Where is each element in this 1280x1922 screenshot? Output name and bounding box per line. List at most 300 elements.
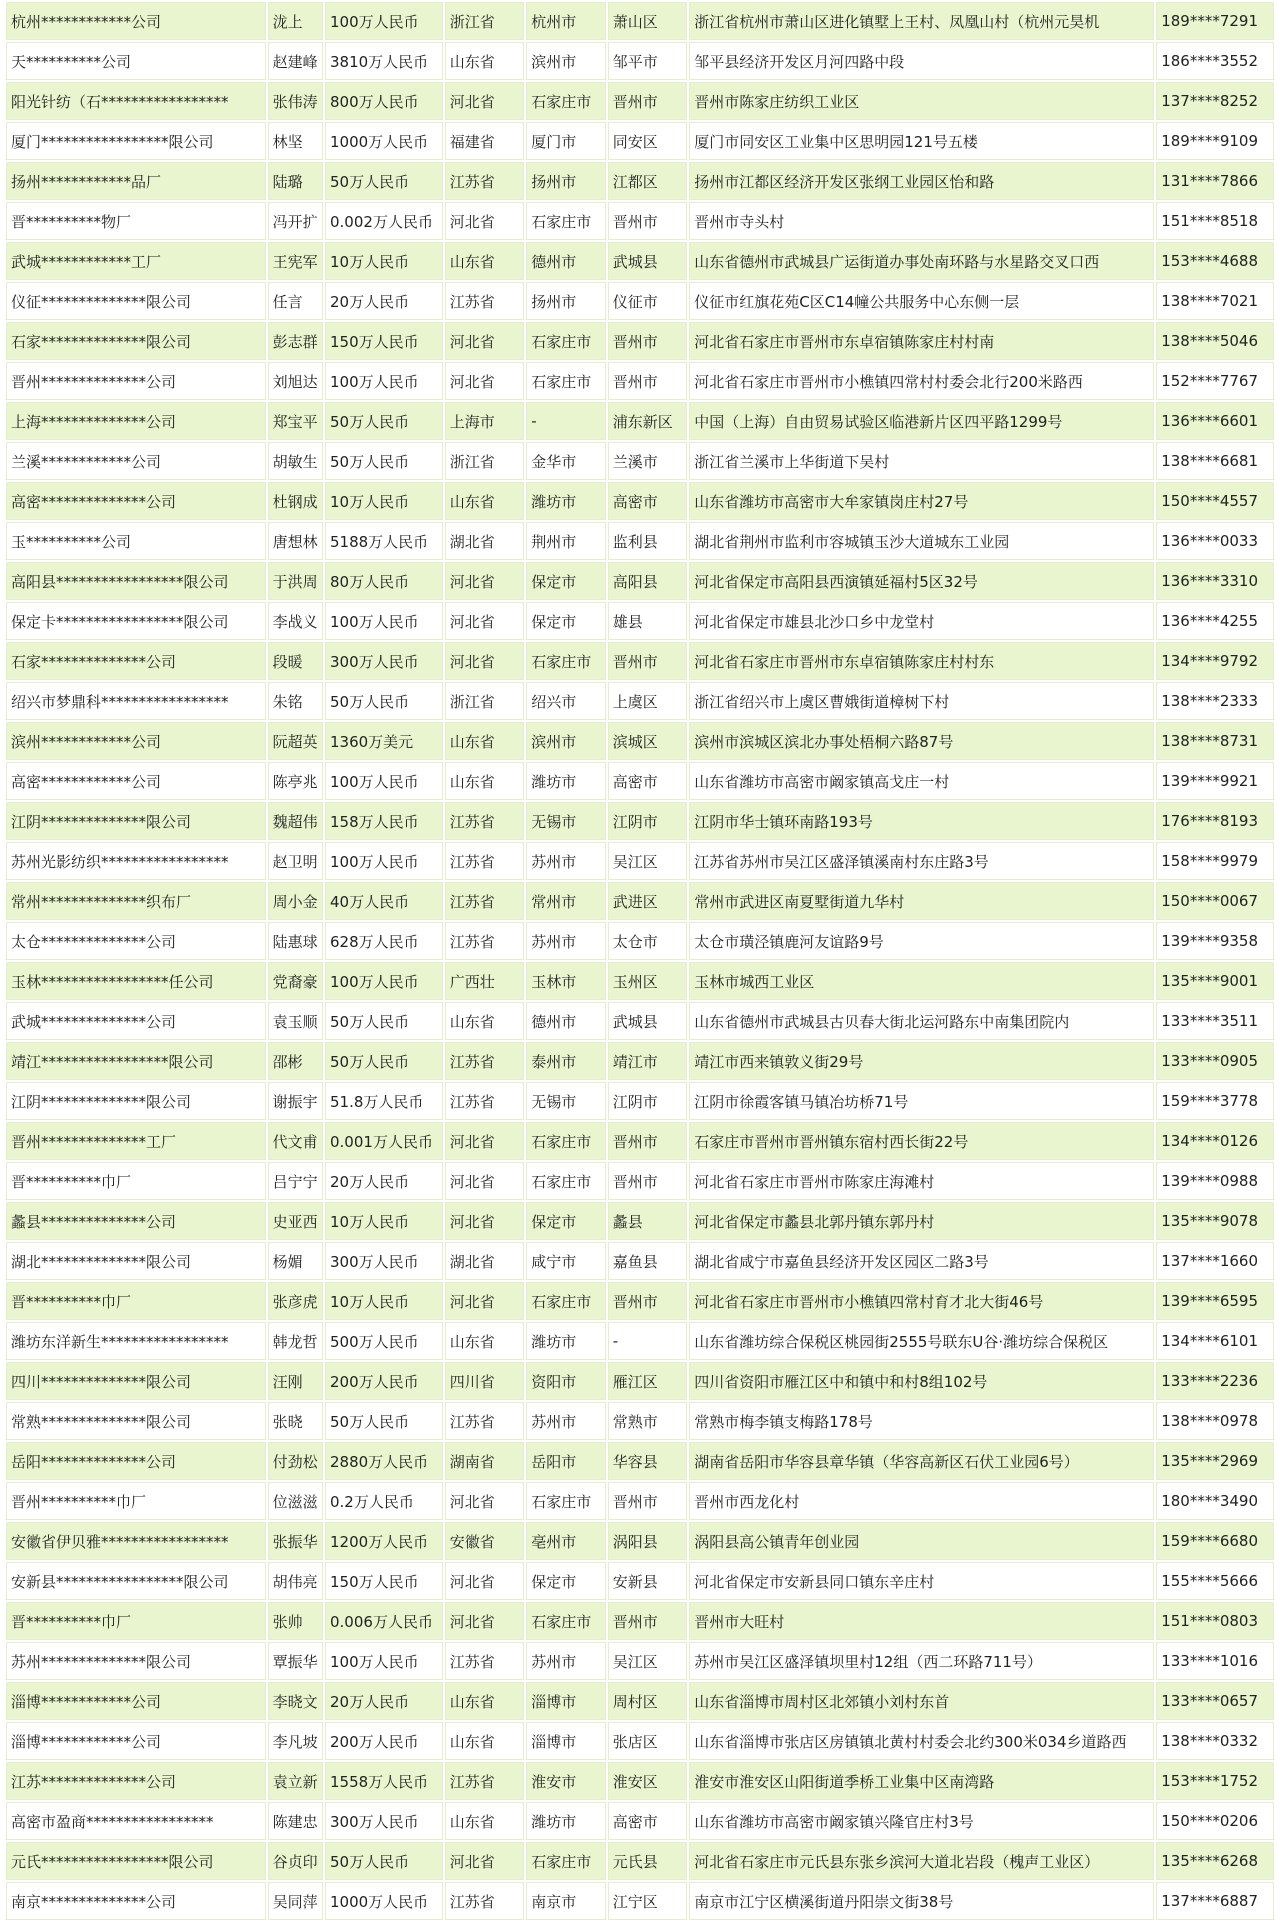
legal-person-cell: 张伟涛 bbox=[268, 82, 323, 120]
district-cell: 涡阳县 bbox=[608, 1522, 688, 1560]
address-cell: 仪征市红旗花苑C区C14幢公共服务中心东侧一层 bbox=[689, 282, 1154, 320]
company-name-cell: 晋州**************公司 bbox=[6, 362, 266, 400]
city-cell: 玉林市 bbox=[526, 962, 606, 1000]
province-cell: 山东省 bbox=[445, 1682, 525, 1720]
address-cell: 江阴市华士镇环南路193号 bbox=[689, 802, 1154, 840]
registered-capital-cell: 200万人民币 bbox=[325, 1722, 443, 1760]
phone-cell: 153****4688 bbox=[1156, 242, 1274, 280]
city-cell: 淄博市 bbox=[526, 1682, 606, 1720]
legal-person-cell: 张帅 bbox=[268, 1602, 323, 1640]
legal-person-cell: 邵彬 bbox=[268, 1042, 323, 1080]
registered-capital-cell: 200万人民币 bbox=[325, 1362, 443, 1400]
table-row bbox=[6, 1842, 1274, 1880]
address-cell: 四川省资阳市雁江区中和镇中和村8组102号 bbox=[689, 1362, 1154, 1400]
table-row bbox=[6, 1642, 1274, 1680]
registered-capital-cell: 5188万人民币 bbox=[325, 522, 443, 560]
address-cell: 河北省保定市蠡县北郭丹镇东郭丹村 bbox=[689, 1202, 1154, 1240]
phone-cell: 135****2969 bbox=[1156, 1442, 1274, 1480]
registered-capital-cell: 50万人民币 bbox=[325, 442, 443, 480]
legal-person-cell: 赵建峰 bbox=[268, 42, 323, 80]
province-cell: 山东省 bbox=[445, 1002, 525, 1040]
phone-cell: 133****3511 bbox=[1156, 1002, 1274, 1040]
legal-person-cell: 陈亭兆 bbox=[268, 762, 323, 800]
table-row bbox=[6, 162, 1274, 200]
address-cell: 浙江省绍兴市上虞区曹娥街道樟树下村 bbox=[689, 682, 1154, 720]
phone-cell: 138****5046 bbox=[1156, 322, 1274, 360]
legal-person-cell: 王宪军 bbox=[268, 242, 323, 280]
company-name-cell: 晋**********巾厂 bbox=[6, 1282, 266, 1320]
table-row bbox=[6, 1122, 1274, 1160]
address-cell: 河北省石家庄市晋州市小樵镇四常村育才北大街46号 bbox=[689, 1282, 1154, 1320]
address-cell: 晋州市陈家庄纺织工业区 bbox=[689, 82, 1154, 120]
district-cell: 江阴市 bbox=[608, 802, 688, 840]
phone-cell: 151****0803 bbox=[1156, 1602, 1274, 1640]
province-cell: 湖北省 bbox=[445, 522, 525, 560]
registered-capital-cell: 50万人民币 bbox=[325, 682, 443, 720]
city-cell: 保定市 bbox=[526, 562, 606, 600]
address-cell: 山东省潍坊市高密市阚家镇兴隆官庄村3号 bbox=[689, 1802, 1154, 1840]
district-cell: 晋州市 bbox=[608, 322, 688, 360]
district-cell: 嘉鱼县 bbox=[608, 1242, 688, 1280]
province-cell: 福建省 bbox=[445, 122, 525, 160]
table-row bbox=[6, 522, 1274, 560]
registered-capital-cell: 10万人民币 bbox=[325, 482, 443, 520]
legal-person-cell: 李晓文 bbox=[268, 1682, 323, 1720]
phone-cell: 137****1660 bbox=[1156, 1242, 1274, 1280]
table-row bbox=[6, 82, 1274, 120]
phone-cell: 151****8518 bbox=[1156, 202, 1274, 240]
province-cell: 山东省 bbox=[445, 1322, 525, 1360]
table-row bbox=[6, 762, 1274, 800]
province-cell: 江苏省 bbox=[445, 1642, 525, 1680]
address-cell: 涡阳县高公镇青年创业园 bbox=[689, 1522, 1154, 1560]
address-cell: 晋州市寺头村 bbox=[689, 202, 1154, 240]
address-cell: 河北省石家庄市晋州市东卓宿镇陈家庄村村东 bbox=[689, 642, 1154, 680]
legal-person-cell: 史亚西 bbox=[268, 1202, 323, 1240]
phone-cell: 134****0126 bbox=[1156, 1122, 1274, 1160]
company-name-cell: 湖北**************限公司 bbox=[6, 1242, 266, 1280]
district-cell: 周村区 bbox=[608, 1682, 688, 1720]
table-row bbox=[6, 602, 1274, 640]
district-cell: 雄县 bbox=[608, 602, 688, 640]
registered-capital-cell: 800万人民币 bbox=[325, 82, 443, 120]
city-cell: 扬州市 bbox=[526, 162, 606, 200]
city-cell: 石家庄市 bbox=[526, 82, 606, 120]
company-name-cell: 晋州**********巾厂 bbox=[6, 1482, 266, 1520]
table-row bbox=[6, 1202, 1274, 1240]
phone-cell: 133****0657 bbox=[1156, 1682, 1274, 1720]
city-cell: 潍坊市 bbox=[526, 1802, 606, 1840]
table-row bbox=[6, 1002, 1274, 1040]
city-cell: 石家庄市 bbox=[526, 1282, 606, 1320]
registered-capital-cell: 300万人民币 bbox=[325, 1802, 443, 1840]
city-cell: 石家庄市 bbox=[526, 642, 606, 680]
address-cell: 湖南省岳阳市华容县章华镇（华容高新区石伏工业园6号） bbox=[689, 1442, 1154, 1480]
legal-person-cell: 于洪周 bbox=[268, 562, 323, 600]
city-cell: 南京市 bbox=[526, 1882, 606, 1920]
district-cell: 武进区 bbox=[608, 882, 688, 920]
phone-cell: 133****2236 bbox=[1156, 1362, 1274, 1400]
phone-cell: 133****1016 bbox=[1156, 1642, 1274, 1680]
registered-capital-cell: 50万人民币 bbox=[325, 402, 443, 440]
address-cell: 河北省石家庄市晋州市东卓宿镇陈家庄村村南 bbox=[689, 322, 1154, 360]
district-cell: 滨城区 bbox=[608, 722, 688, 760]
legal-person-cell: 代文甫 bbox=[268, 1122, 323, 1160]
company-table-container bbox=[4, 0, 1276, 1922]
address-cell: 河北省保定市高阳县西演镇延福村5区32号 bbox=[689, 562, 1154, 600]
city-cell: 苏州市 bbox=[526, 922, 606, 960]
city-cell: 淮安市 bbox=[526, 1762, 606, 1800]
registered-capital-cell: 0.2万人民币 bbox=[325, 1482, 443, 1520]
registered-capital-cell: 1000万人民币 bbox=[325, 1882, 443, 1920]
district-cell: 同安区 bbox=[608, 122, 688, 160]
company-name-cell: 晋州**************工厂 bbox=[6, 1122, 266, 1160]
phone-cell: 131****7866 bbox=[1156, 162, 1274, 200]
phone-cell: 186****3552 bbox=[1156, 42, 1274, 80]
table-row bbox=[6, 802, 1274, 840]
registered-capital-cell: 50万人民币 bbox=[325, 1002, 443, 1040]
province-cell: 广西壮 bbox=[445, 962, 525, 1000]
province-cell: 河北省 bbox=[445, 1162, 525, 1200]
city-cell: 金华市 bbox=[526, 442, 606, 480]
district-cell: 武城县 bbox=[608, 1002, 688, 1040]
district-cell: 浦东新区 bbox=[608, 402, 688, 440]
province-cell: 江苏省 bbox=[445, 162, 525, 200]
city-cell: 潍坊市 bbox=[526, 762, 606, 800]
legal-person-cell: 任言 bbox=[268, 282, 323, 320]
registered-capital-cell: 100万人民币 bbox=[325, 842, 443, 880]
table-row bbox=[6, 402, 1274, 440]
province-cell: 河北省 bbox=[445, 362, 525, 400]
legal-person-cell: 吴同萍 bbox=[268, 1882, 323, 1920]
company-name-cell: 玉林*****************任公司 bbox=[6, 962, 266, 1000]
registered-capital-cell: 150万人民币 bbox=[325, 322, 443, 360]
phone-cell: 136****6601 bbox=[1156, 402, 1274, 440]
company-name-cell: 太仓**************公司 bbox=[6, 922, 266, 960]
table-row bbox=[6, 42, 1274, 80]
city-cell: 咸宁市 bbox=[526, 1242, 606, 1280]
district-cell: 靖江市 bbox=[608, 1042, 688, 1080]
province-cell: 河北省 bbox=[445, 1602, 525, 1640]
address-cell: 太仓市璜泾镇鹿河友谊路9号 bbox=[689, 922, 1154, 960]
registered-capital-cell: 100万人民币 bbox=[325, 362, 443, 400]
city-cell: 杭州市 bbox=[526, 2, 606, 40]
registered-capital-cell: 100万人民币 bbox=[325, 962, 443, 1000]
registered-capital-cell: 1200万人民币 bbox=[325, 1522, 443, 1560]
company-name-cell: 绍兴市梦鼎科***************** bbox=[6, 682, 266, 720]
city-cell: 石家庄市 bbox=[526, 362, 606, 400]
registered-capital-cell: 1558万人民币 bbox=[325, 1762, 443, 1800]
company-name-cell: 保定卡*****************限公司 bbox=[6, 602, 266, 640]
company-name-cell: 石家**************公司 bbox=[6, 642, 266, 680]
district-cell: 晋州市 bbox=[608, 642, 688, 680]
district-cell: 晋州市 bbox=[608, 1602, 688, 1640]
province-cell: 河北省 bbox=[445, 1282, 525, 1320]
legal-person-cell: 段暖 bbox=[268, 642, 323, 680]
phone-cell: 138****8731 bbox=[1156, 722, 1274, 760]
address-cell: 苏州市吴江区盛泽镇坝里村12组（西二环路711号） bbox=[689, 1642, 1154, 1680]
legal-person-cell: 杜钢成 bbox=[268, 482, 323, 520]
city-cell: 石家庄市 bbox=[526, 1602, 606, 1640]
legal-person-cell: 陆璐 bbox=[268, 162, 323, 200]
city-cell: 常州市 bbox=[526, 882, 606, 920]
legal-person-cell: 胡伟亮 bbox=[268, 1562, 323, 1600]
province-cell: 河北省 bbox=[445, 1202, 525, 1240]
province-cell: 江苏省 bbox=[445, 802, 525, 840]
district-cell: 武城县 bbox=[608, 242, 688, 280]
phone-cell: 139****6595 bbox=[1156, 1282, 1274, 1320]
company-name-cell: 阳光针纺（石***************** bbox=[6, 82, 266, 120]
address-cell: 常熟市梅李镇支梅路178号 bbox=[689, 1402, 1154, 1440]
company-name-cell: 高密************公司 bbox=[6, 762, 266, 800]
phone-cell: 189****7291 bbox=[1156, 2, 1274, 40]
company-name-cell: 潍坊东洋新生***************** bbox=[6, 1322, 266, 1360]
district-cell: 晋州市 bbox=[608, 202, 688, 240]
city-cell: 无锡市 bbox=[526, 802, 606, 840]
company-name-cell: 武城************工厂 bbox=[6, 242, 266, 280]
city-cell: 资阳市 bbox=[526, 1362, 606, 1400]
table-row bbox=[6, 282, 1274, 320]
address-cell: 玉林市城西工业区 bbox=[689, 962, 1154, 1000]
company-name-cell: 江阴**************限公司 bbox=[6, 1082, 266, 1120]
phone-cell: 138****2333 bbox=[1156, 682, 1274, 720]
address-cell: 河北省石家庄市元氏县东张乡滨河大道北岩段（槐声工业区） bbox=[689, 1842, 1154, 1880]
table-row bbox=[6, 1282, 1274, 1320]
registered-capital-cell: 100万人民币 bbox=[325, 602, 443, 640]
district-cell: 张店区 bbox=[608, 1722, 688, 1760]
company-name-cell: 上海**************公司 bbox=[6, 402, 266, 440]
company-name-cell: 杭州************公司 bbox=[6, 2, 266, 40]
district-cell: 高密市 bbox=[608, 762, 688, 800]
registered-capital-cell: 20万人民币 bbox=[325, 282, 443, 320]
address-cell: 山东省潍坊市高密市大牟家镇岗庄村27号 bbox=[689, 482, 1154, 520]
city-cell: 潍坊市 bbox=[526, 482, 606, 520]
address-cell: 浙江省杭州市萧山区进化镇墅上王村、凤凰山村（杭州元昊机 bbox=[689, 2, 1154, 40]
province-cell: 上海市 bbox=[445, 402, 525, 440]
province-cell: 河北省 bbox=[445, 322, 525, 360]
table-row bbox=[6, 682, 1274, 720]
district-cell: 兰溪市 bbox=[608, 442, 688, 480]
city-cell: 滨州市 bbox=[526, 722, 606, 760]
address-cell: 浙江省兰溪市上华街道下吴村 bbox=[689, 442, 1154, 480]
table-row bbox=[6, 2, 1274, 40]
phone-cell: 138****0978 bbox=[1156, 1402, 1274, 1440]
company-name-cell: 四川**************限公司 bbox=[6, 1362, 266, 1400]
company-name-cell: 淄博************公司 bbox=[6, 1682, 266, 1720]
table-row bbox=[6, 1722, 1274, 1760]
district-cell: 安新县 bbox=[608, 1562, 688, 1600]
company-name-cell: 玉**********公司 bbox=[6, 522, 266, 560]
phone-cell: 139****0988 bbox=[1156, 1162, 1274, 1200]
company-name-cell: 高阳县*****************限公司 bbox=[6, 562, 266, 600]
province-cell: 山东省 bbox=[445, 1722, 525, 1760]
table-row bbox=[6, 1482, 1274, 1520]
city-cell: 苏州市 bbox=[526, 1642, 606, 1680]
table-row bbox=[6, 242, 1274, 280]
table-row bbox=[6, 1322, 1274, 1360]
legal-person-cell: 胡敏生 bbox=[268, 442, 323, 480]
legal-person-cell: 谢振宇 bbox=[268, 1082, 323, 1120]
district-cell: 晋州市 bbox=[608, 82, 688, 120]
registered-capital-cell: 80万人民币 bbox=[325, 562, 443, 600]
legal-person-cell: 袁玉顺 bbox=[268, 1002, 323, 1040]
phone-cell: 138****0332 bbox=[1156, 1722, 1274, 1760]
table-row bbox=[6, 1882, 1274, 1920]
company-name-cell: 厦门*****************限公司 bbox=[6, 122, 266, 160]
registered-capital-cell: 0.001万人民币 bbox=[325, 1122, 443, 1160]
table-row bbox=[6, 322, 1274, 360]
legal-person-cell: 陈建忠 bbox=[268, 1802, 323, 1840]
table-row bbox=[6, 1242, 1274, 1280]
registered-capital-cell: 500万人民币 bbox=[325, 1322, 443, 1360]
registered-capital-cell: 10万人民币 bbox=[325, 242, 443, 280]
district-cell: 江都区 bbox=[608, 162, 688, 200]
city-cell: 滨州市 bbox=[526, 42, 606, 80]
legal-person-cell: 谷贞印 bbox=[268, 1842, 323, 1880]
phone-cell: 150****0067 bbox=[1156, 882, 1274, 920]
phone-cell: 150****4557 bbox=[1156, 482, 1274, 520]
company-name-cell: 苏州光影纺织***************** bbox=[6, 842, 266, 880]
province-cell: 河北省 bbox=[445, 602, 525, 640]
city-cell: 保定市 bbox=[526, 1202, 606, 1240]
phone-cell: 152****7767 bbox=[1156, 362, 1274, 400]
district-cell: 高阳县 bbox=[608, 562, 688, 600]
district-cell: 邹平市 bbox=[608, 42, 688, 80]
company-name-cell: 滨州************公司 bbox=[6, 722, 266, 760]
registered-capital-cell: 300万人民币 bbox=[325, 1242, 443, 1280]
province-cell: 湖北省 bbox=[445, 1242, 525, 1280]
city-cell: 保定市 bbox=[526, 602, 606, 640]
table-row bbox=[6, 202, 1274, 240]
legal-person-cell: 覃振华 bbox=[268, 1642, 323, 1680]
table-row bbox=[6, 1602, 1274, 1640]
company-name-cell: 江阴**************限公司 bbox=[6, 802, 266, 840]
legal-person-cell: 陆惠球 bbox=[268, 922, 323, 960]
company-name-cell: 靖江*****************限公司 bbox=[6, 1042, 266, 1080]
table-row bbox=[6, 722, 1274, 760]
registered-capital-cell: 20万人民币 bbox=[325, 1682, 443, 1720]
district-cell: 高密市 bbox=[608, 1802, 688, 1840]
table-row bbox=[6, 962, 1274, 1000]
table-row bbox=[6, 362, 1274, 400]
district-cell: 蠡县 bbox=[608, 1202, 688, 1240]
district-cell: 太仓市 bbox=[608, 922, 688, 960]
city-cell: 扬州市 bbox=[526, 282, 606, 320]
phone-cell: 138****7021 bbox=[1156, 282, 1274, 320]
province-cell: 河北省 bbox=[445, 1482, 525, 1520]
province-cell: 江苏省 bbox=[445, 1882, 525, 1920]
district-cell: 常熟市 bbox=[608, 1402, 688, 1440]
company-name-cell: 元氏*****************限公司 bbox=[6, 1842, 266, 1880]
company-name-cell: 常熟**************限公司 bbox=[6, 1402, 266, 1440]
company-name-cell: 石家**************限公司 bbox=[6, 322, 266, 360]
address-cell: 山东省淄博市周村区北郊镇小刘村东首 bbox=[689, 1682, 1154, 1720]
registered-capital-cell: 40万人民币 bbox=[325, 882, 443, 920]
province-cell: 江苏省 bbox=[445, 842, 525, 880]
address-cell: 湖北省咸宁市嘉鱼县经济开发区园区二路3号 bbox=[689, 1242, 1154, 1280]
table-row bbox=[6, 842, 1274, 880]
address-cell: 中国（上海）自由贸易试验区临港新片区四平路1299号 bbox=[689, 402, 1154, 440]
address-cell: 山东省潍坊市高密市阚家镇高戈庄一村 bbox=[689, 762, 1154, 800]
district-cell: 监利县 bbox=[608, 522, 688, 560]
phone-cell: 137****6887 bbox=[1156, 1882, 1274, 1920]
district-cell: 雁江区 bbox=[608, 1362, 688, 1400]
address-cell: 山东省潍坊综合保税区桃园街2555号联东U谷·潍坊综合保税区 bbox=[689, 1322, 1154, 1360]
table-row bbox=[6, 1162, 1274, 1200]
registered-capital-cell: 20万人民币 bbox=[325, 1162, 443, 1200]
address-cell: 山东省德州市武城县古贝春大街北运河路东中南集团院内 bbox=[689, 1002, 1154, 1040]
company-name-cell: 晋**********物厂 bbox=[6, 202, 266, 240]
table-row bbox=[6, 122, 1274, 160]
phone-cell: 150****0206 bbox=[1156, 1802, 1274, 1840]
district-cell: 萧山区 bbox=[608, 2, 688, 40]
legal-person-cell: 魏超伟 bbox=[268, 802, 323, 840]
company-name-cell: 常州**************织布厂 bbox=[6, 882, 266, 920]
company-table-body bbox=[6, 2, 1274, 1920]
legal-person-cell: 张彦虎 bbox=[268, 1282, 323, 1320]
registered-capital-cell: 50万人民币 bbox=[325, 1402, 443, 1440]
city-cell: 德州市 bbox=[526, 1002, 606, 1040]
district-cell: 晋州市 bbox=[608, 1482, 688, 1520]
company-name-cell: 蠡县**************公司 bbox=[6, 1202, 266, 1240]
legal-person-cell: 吕宁宁 bbox=[268, 1162, 323, 1200]
legal-person-cell: 泷上 bbox=[268, 2, 323, 40]
company-name-cell: 天**********公司 bbox=[6, 42, 266, 80]
address-cell: 南京市江宁区横溪街道丹阳崇文街38号 bbox=[689, 1882, 1154, 1920]
registered-capital-cell: 3810万人民币 bbox=[325, 42, 443, 80]
city-cell: 潍坊市 bbox=[526, 1322, 606, 1360]
table-row bbox=[6, 1042, 1274, 1080]
province-cell: 河北省 bbox=[445, 82, 525, 120]
address-cell: 江苏省苏州市吴江区盛泽镇溪南村东庄路3号 bbox=[689, 842, 1154, 880]
address-cell: 厦门市同安区工业集中区思明园121号五楼 bbox=[689, 122, 1154, 160]
city-cell: - bbox=[526, 402, 606, 440]
city-cell: 石家庄市 bbox=[526, 202, 606, 240]
city-cell: 苏州市 bbox=[526, 842, 606, 880]
legal-person-cell: 朱铭 bbox=[268, 682, 323, 720]
city-cell: 荆州市 bbox=[526, 522, 606, 560]
phone-cell: 139****9358 bbox=[1156, 922, 1274, 960]
legal-person-cell: 杨媚 bbox=[268, 1242, 323, 1280]
district-cell: 仪征市 bbox=[608, 282, 688, 320]
legal-person-cell: 李凡坡 bbox=[268, 1722, 323, 1760]
province-cell: 河北省 bbox=[445, 202, 525, 240]
phone-cell: 155****5666 bbox=[1156, 1562, 1274, 1600]
phone-cell: 137****8252 bbox=[1156, 82, 1274, 120]
registered-capital-cell: 150万人民币 bbox=[325, 1562, 443, 1600]
district-cell: 晋州市 bbox=[608, 1122, 688, 1160]
phone-cell: 159****3778 bbox=[1156, 1082, 1274, 1120]
province-cell: 江苏省 bbox=[445, 882, 525, 920]
address-cell: 晋州市西龙化村 bbox=[689, 1482, 1154, 1520]
registered-capital-cell: 51.8万人民币 bbox=[325, 1082, 443, 1120]
legal-person-cell: 阮超英 bbox=[268, 722, 323, 760]
province-cell: 河北省 bbox=[445, 1562, 525, 1600]
legal-person-cell: 李战义 bbox=[268, 602, 323, 640]
table-row bbox=[6, 1682, 1274, 1720]
registered-capital-cell: 100万人民币 bbox=[325, 2, 443, 40]
city-cell: 石家庄市 bbox=[526, 1482, 606, 1520]
legal-person-cell: 赵卫明 bbox=[268, 842, 323, 880]
province-cell: 浙江省 bbox=[445, 682, 525, 720]
city-cell: 苏州市 bbox=[526, 1402, 606, 1440]
registered-capital-cell: 158万人民币 bbox=[325, 802, 443, 840]
table-row bbox=[6, 1802, 1274, 1840]
city-cell: 厦门市 bbox=[526, 122, 606, 160]
registered-capital-cell: 100万人民币 bbox=[325, 1642, 443, 1680]
district-cell: 吴江区 bbox=[608, 842, 688, 880]
province-cell: 山东省 bbox=[445, 722, 525, 760]
